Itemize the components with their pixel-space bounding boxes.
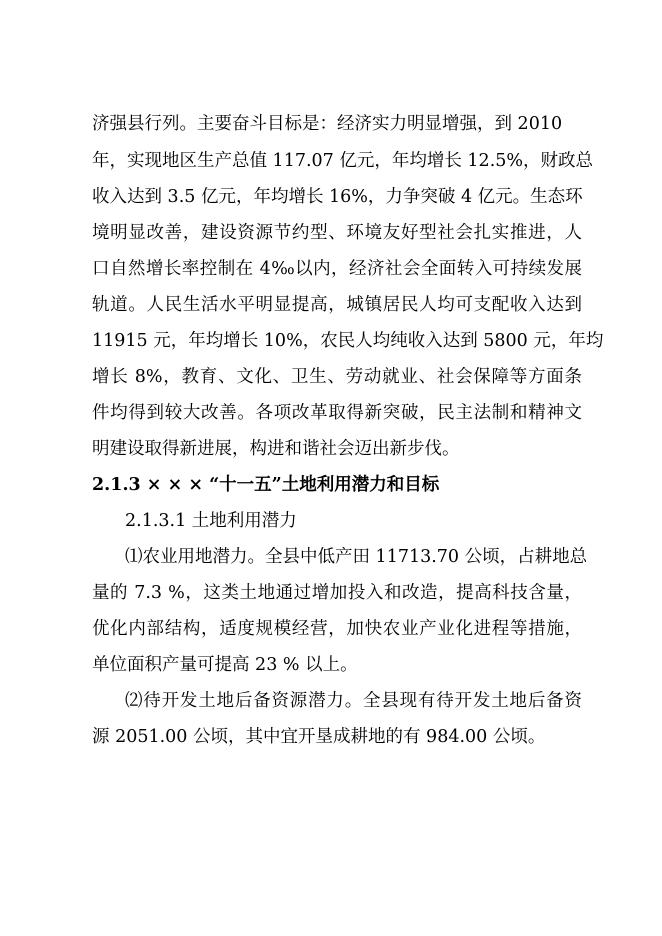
text-line: 量的 7.3 %，这类土地通过增加投入和改造，提高科技含量， bbox=[92, 583, 582, 603]
text-line: 增长 8%，教育、文化、卫生、劳动就业、社会保障等方面条 bbox=[92, 367, 582, 387]
text-line: ⑵待开发土地后备资源潜力。全县现有待开发土地后备资 bbox=[125, 691, 582, 711]
section-heading-2-1-3: 2.1.3 × × × “十一五”土地利用潜力和目标 bbox=[92, 475, 440, 495]
text-line: 11915 元，年均增长 10%，农民人均纯收入达到 5800 元，年均 bbox=[92, 331, 604, 351]
text-line: 轨道。人民生活水平明显提高，城镇居民人均可支配收入达到 bbox=[92, 295, 582, 315]
subsection-heading-2-1-3-1: 2.1.3.1 土地利用潜力 bbox=[125, 511, 297, 531]
text-line: 口自然增长率控制在 4‰以内，经济社会全面转入可持续发展 bbox=[92, 259, 582, 279]
text-line: 收入达到 3.5 亿元，年均增长 16%，力争突破 4 亿元。生态环 bbox=[92, 187, 583, 207]
text-line: 源 2051.00 公顷，其中宜开垦成耕地的有 984.00 公顷。 bbox=[92, 727, 546, 747]
text-line: 明建设取得新进展，构进和谐社会迈出新步伐。 bbox=[92, 439, 460, 459]
text-line: 济强县行列。主要奋斗目标是：经济实力明显增强，到 2010 bbox=[92, 114, 563, 134]
text-line: 年，实现地区生产总值 117.07 亿元，年均增长 12.5%，财政总 bbox=[92, 151, 594, 171]
text-line: 件均得到较大改善。各项改革取得新突破，民主法制和精神文 bbox=[92, 403, 582, 423]
text-line: 单位面积产量可提高 23 % 以上。 bbox=[92, 655, 358, 675]
text-line: 优化内部结构，适度规模经营，加快农业产业化进程等措施， bbox=[92, 619, 582, 639]
text-line: 境明显改善，建设资源节约型、环境友好型社会扎实推进，人 bbox=[92, 223, 582, 243]
text-line: ⑴农业用地潜力。全县中低产田 11713.70 公顷，占耕地总 bbox=[125, 547, 588, 567]
